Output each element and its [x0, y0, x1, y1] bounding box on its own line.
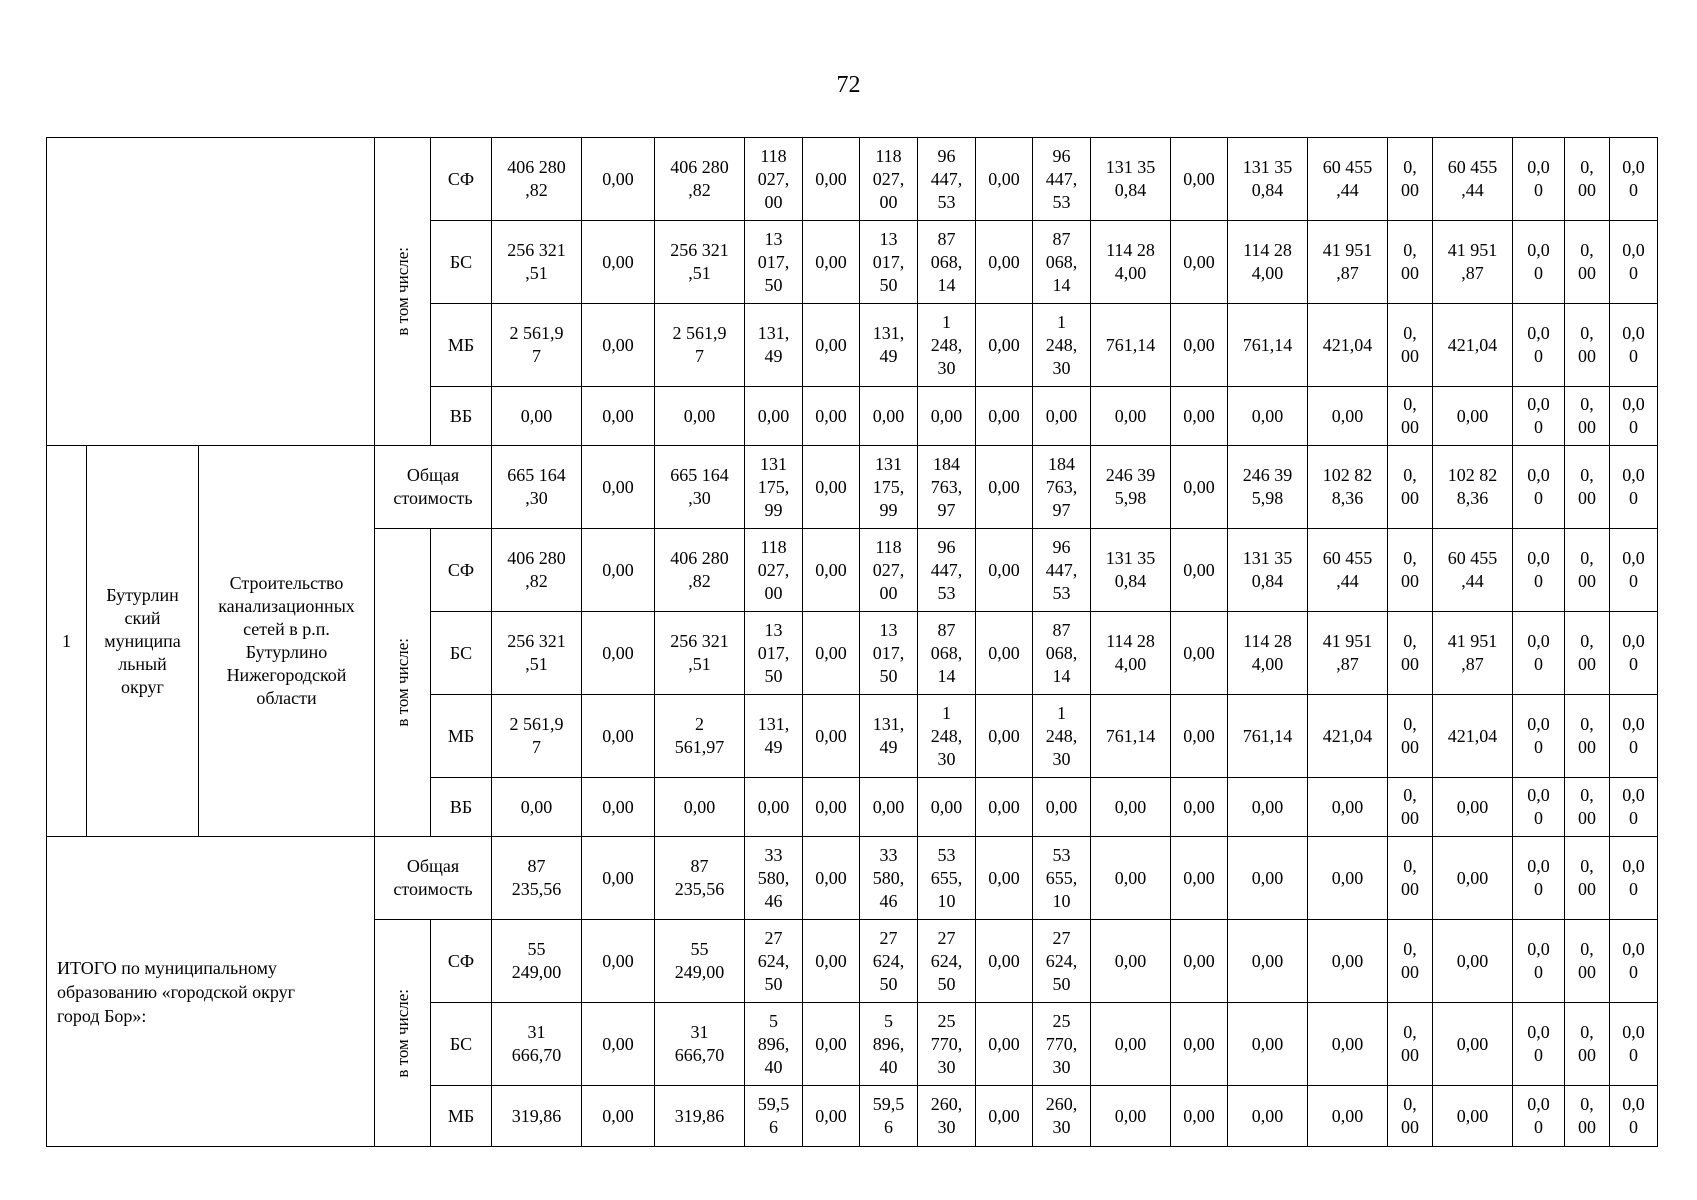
value-cell: 0,0 0 [1610, 695, 1658, 778]
value-cell: 0,00 [492, 387, 582, 446]
value-cell: 0,00 [803, 446, 860, 529]
value-cell: 96 447, 53 [918, 529, 976, 612]
value-cell: 0, 00 [1388, 778, 1433, 837]
value-cell: 256 321 ,51 [655, 612, 745, 695]
value-cell: 27 624, 50 [860, 920, 918, 1003]
value-cell: 0, 00 [1388, 920, 1433, 1003]
value-cell: 0,00 [1091, 778, 1171, 837]
funding-table [46, 137, 1658, 1147]
row-number: 1 [47, 446, 87, 837]
value-cell: 0,00 [1433, 1003, 1513, 1086]
value-cell: 0,00 [1091, 387, 1171, 446]
value-cell: 260, 30 [918, 1086, 976, 1147]
value-cell: 0,00 [1433, 387, 1513, 446]
value-cell: 0,00 [803, 1003, 860, 1086]
in-total-label [375, 920, 431, 1147]
value-cell: 421,04 [1308, 304, 1388, 387]
value-cell: 0,00 [582, 304, 655, 387]
value-cell: 55 249,00 [655, 920, 745, 1003]
value-cell: 0,0 0 [1513, 837, 1565, 920]
value-cell: 131 175, 99 [745, 446, 803, 529]
value-cell: 131, 49 [860, 695, 918, 778]
value-cell: 406 280 ,82 [492, 529, 582, 612]
value-cell: 59,5 6 [745, 1086, 803, 1147]
value-cell: 0,00 [976, 1003, 1033, 1086]
value-cell: 87 235,56 [655, 837, 745, 920]
table-body [47, 138, 1658, 1147]
fund-cell: СФ [431, 138, 492, 221]
value-cell: 0,0 0 [1513, 529, 1565, 612]
value-cell: 665 164 ,30 [492, 446, 582, 529]
value-cell: 0,00 [492, 778, 582, 837]
value-cell: 184 763, 97 [918, 446, 976, 529]
value-cell: 0,00 [1171, 1086, 1228, 1147]
value-cell: 1 248, 30 [918, 695, 976, 778]
total-title-cell: ИТОГО по муниципальному образованию «городской округ город Бор»: [47, 837, 375, 1147]
value-cell: 41 951 ,87 [1308, 612, 1388, 695]
value-cell: 118 027, 00 [860, 138, 918, 221]
value-cell: 0,00 [582, 1086, 655, 1147]
fund-cell: БС [431, 221, 492, 304]
value-cell: 0, 00 [1565, 221, 1610, 304]
value-cell: 0,00 [976, 612, 1033, 695]
value-cell: 0,0 0 [1610, 837, 1658, 920]
fund-cell: ВБ [431, 387, 492, 446]
value-cell: 0,00 [976, 695, 1033, 778]
value-cell: 96 447, 53 [1033, 529, 1091, 612]
value-cell: 761,14 [1091, 304, 1171, 387]
value-cell: 0,00 [582, 138, 655, 221]
value-cell: 131 35 0,84 [1091, 138, 1171, 221]
value-cell: 0,00 [1091, 920, 1171, 1003]
fund-cell: МБ [431, 695, 492, 778]
value-cell: 102 82 8,36 [1433, 446, 1513, 529]
vertical-label: в том числе: [393, 988, 412, 1078]
value-cell: 0,00 [976, 138, 1033, 221]
fund-cell: БС [431, 612, 492, 695]
value-cell: 0,00 [1228, 1086, 1308, 1147]
value-cell: 0,00 [976, 221, 1033, 304]
fund-cell: СФ [431, 529, 492, 612]
value-cell: 0, 00 [1388, 1086, 1433, 1147]
value-cell: 53 655, 10 [918, 837, 976, 920]
value-cell: 0, 00 [1388, 837, 1433, 920]
value-cell: 0,00 [655, 387, 745, 446]
table-row [47, 446, 1658, 529]
value-cell: 0,00 [1171, 1003, 1228, 1086]
value-cell: 0,0 0 [1513, 387, 1565, 446]
value-cell: 87 235,56 [492, 837, 582, 920]
value-cell: 31 666,70 [655, 1003, 745, 1086]
value-cell: 0, 00 [1565, 1003, 1610, 1086]
value-cell: 33 580, 46 [745, 837, 803, 920]
value-cell: 60 455 ,44 [1308, 138, 1388, 221]
value-cell: 87 068, 14 [1033, 612, 1091, 695]
value-cell: 60 455 ,44 [1433, 138, 1513, 221]
value-cell: 0,00 [1091, 1003, 1171, 1086]
value-cell: 0,00 [1091, 1086, 1171, 1147]
value-cell: 319,86 [655, 1086, 745, 1147]
value-cell: 0,0 0 [1610, 138, 1658, 221]
value-cell: 0,00 [582, 1003, 655, 1086]
value-cell: 96 447, 53 [918, 138, 976, 221]
value-cell: 0,00 [582, 837, 655, 920]
value-cell: 0,00 [803, 304, 860, 387]
value-cell: 0, 00 [1565, 446, 1610, 529]
value-cell: 5 896, 40 [745, 1003, 803, 1086]
value-cell: 27 624, 50 [745, 920, 803, 1003]
value-cell: 0,00 [1171, 695, 1228, 778]
value-cell: 761,14 [1228, 304, 1308, 387]
value-cell: 0,00 [803, 612, 860, 695]
value-cell: 0,00 [976, 1086, 1033, 1147]
value-cell: 0,00 [582, 778, 655, 837]
value-cell: 59,5 6 [860, 1086, 918, 1147]
value-cell: 0, 00 [1565, 612, 1610, 695]
value-cell: 260, 30 [1033, 1086, 1091, 1147]
value-cell: 53 655, 10 [1033, 837, 1091, 920]
value-cell: 0,00 [1308, 1003, 1388, 1086]
value-cell: 0,0 0 [1513, 778, 1565, 837]
value-cell: 131 175, 99 [860, 446, 918, 529]
value-cell: 33 580, 46 [860, 837, 918, 920]
value-cell: 421,04 [1433, 304, 1513, 387]
value-cell: 0,00 [1171, 920, 1228, 1003]
value-cell: 2 561,9 7 [655, 304, 745, 387]
table-row [47, 837, 1658, 920]
vertical-label: в том числе: [393, 638, 412, 727]
value-cell: 0,00 [976, 529, 1033, 612]
fund-cell: ВБ [431, 778, 492, 837]
value-cell: 0,0 0 [1513, 304, 1565, 387]
value-cell: 0, 00 [1565, 920, 1610, 1003]
value-cell: 0,00 [1171, 138, 1228, 221]
value-cell: 1 248, 30 [1033, 695, 1091, 778]
value-cell: 131 35 0,84 [1228, 138, 1308, 221]
value-cell: 13 017, 50 [860, 221, 918, 304]
value-cell: 0,0 0 [1513, 1003, 1565, 1086]
value-cell: 0, 00 [1565, 529, 1610, 612]
value-cell: 0,00 [1171, 612, 1228, 695]
value-cell: 0, 00 [1565, 1086, 1610, 1147]
value-cell: 0, 00 [1388, 138, 1433, 221]
value-cell: 0,00 [1433, 837, 1513, 920]
value-cell: 0, 00 [1388, 529, 1433, 612]
value-cell: 0, 00 [1388, 446, 1433, 529]
fund-cell: МБ [431, 1086, 492, 1147]
value-cell: 0,00 [976, 837, 1033, 920]
value-cell: 0,00 [1433, 920, 1513, 1003]
value-cell: 0,0 0 [1610, 1086, 1658, 1147]
value-cell: 2 561,9 7 [492, 304, 582, 387]
value-cell: 0, 00 [1388, 304, 1433, 387]
object-cell: Строительство канализационных сетей в р.п. Бутурлино Нижегородской области [199, 446, 375, 837]
page-number: 72 [836, 72, 861, 98]
value-cell: 0, 00 [1565, 304, 1610, 387]
value-cell: 0,0 0 [1610, 778, 1658, 837]
value-cell: 0, 00 [1388, 1003, 1433, 1086]
value-cell: 421,04 [1433, 695, 1513, 778]
value-cell: 114 28 4,00 [1228, 221, 1308, 304]
value-cell: 41 951 ,87 [1308, 221, 1388, 304]
value-cell: 0,00 [803, 529, 860, 612]
value-cell: 0,00 [976, 446, 1033, 529]
value-cell: 406 280 ,82 [655, 138, 745, 221]
value-cell: 27 624, 50 [918, 920, 976, 1003]
value-cell: 131 35 0,84 [1228, 529, 1308, 612]
value-cell: 256 321 ,51 [492, 612, 582, 695]
value-cell: 0,00 [1228, 778, 1308, 837]
value-cell: 0,0 0 [1513, 138, 1565, 221]
value-cell: 25 770, 30 [1033, 1003, 1091, 1086]
value-cell: 0, 00 [1565, 778, 1610, 837]
value-cell: 0,0 0 [1610, 387, 1658, 446]
table-row [47, 138, 1658, 221]
value-cell: 0,00 [745, 778, 803, 837]
value-cell: 0, 00 [1388, 695, 1433, 778]
value-cell: 102 82 8,36 [1308, 446, 1388, 529]
value-cell: 2 561,9 7 [492, 695, 582, 778]
value-cell: 0,00 [803, 221, 860, 304]
value-cell: 256 321 ,51 [655, 221, 745, 304]
value-cell: 0, 00 [1388, 387, 1433, 446]
value-cell: 0, 00 [1565, 387, 1610, 446]
value-cell: 131, 49 [745, 695, 803, 778]
total-cost-label: Общая стоимость [375, 446, 492, 529]
value-cell: 0,0 0 [1610, 1003, 1658, 1086]
value-cell: 0,0 0 [1513, 920, 1565, 1003]
value-cell: 87 068, 14 [1033, 221, 1091, 304]
value-cell: 0,0 0 [1610, 221, 1658, 304]
value-cell: 13 017, 50 [860, 612, 918, 695]
value-cell: 0, 00 [1565, 695, 1610, 778]
value-cell: 421,04 [1308, 695, 1388, 778]
value-cell: 0,00 [1171, 387, 1228, 446]
value-cell: 0,00 [1171, 778, 1228, 837]
value-cell: 5 896, 40 [860, 1003, 918, 1086]
value-cell: 0,00 [918, 778, 976, 837]
value-cell: 0,00 [976, 387, 1033, 446]
value-cell: 0,00 [582, 221, 655, 304]
value-cell: 131, 49 [745, 304, 803, 387]
total-cost-label: Общая стоимость [375, 837, 492, 920]
value-cell: 0,00 [1171, 446, 1228, 529]
value-cell: 118 027, 00 [745, 529, 803, 612]
in-total-label [375, 529, 431, 837]
value-cell: 761,14 [1091, 695, 1171, 778]
value-cell: 0,00 [582, 920, 655, 1003]
value-cell: 0,00 [860, 778, 918, 837]
value-cell: 0,00 [582, 387, 655, 446]
value-cell: 0,00 [655, 778, 745, 837]
value-cell: 0,00 [1308, 837, 1388, 920]
value-cell: 41 951 ,87 [1433, 612, 1513, 695]
value-cell: 0,00 [1171, 837, 1228, 920]
value-cell: 0,00 [745, 387, 803, 446]
value-cell: 114 28 4,00 [1228, 612, 1308, 695]
value-cell: 0,00 [976, 920, 1033, 1003]
value-cell: 118 027, 00 [745, 138, 803, 221]
value-cell: 0,0 0 [1610, 612, 1658, 695]
value-cell: 0,00 [1308, 387, 1388, 446]
value-cell: 761,14 [1228, 695, 1308, 778]
value-cell: 0,00 [803, 138, 860, 221]
value-cell: 319,86 [492, 1086, 582, 1147]
value-cell: 0,00 [803, 695, 860, 778]
fund-cell: БС [431, 1003, 492, 1086]
value-cell: 0,00 [860, 387, 918, 446]
value-cell: 0,00 [1308, 1086, 1388, 1147]
value-cell: 118 027, 00 [860, 529, 918, 612]
in-total-label [375, 138, 431, 446]
value-cell: 0, 00 [1565, 837, 1610, 920]
value-cell: 0,00 [1228, 387, 1308, 446]
value-cell: 0,00 [976, 304, 1033, 387]
value-cell: 0,0 0 [1610, 304, 1658, 387]
value-cell: 0, 00 [1565, 138, 1610, 221]
value-cell: 2 561,97 [655, 695, 745, 778]
value-cell: 1 248, 30 [918, 304, 976, 387]
value-cell: 41 951 ,87 [1433, 221, 1513, 304]
value-cell: 55 249,00 [492, 920, 582, 1003]
value-cell: 13 017, 50 [745, 221, 803, 304]
value-cell: 0,0 0 [1513, 695, 1565, 778]
value-cell: 246 39 5,98 [1091, 446, 1171, 529]
value-cell: 0,00 [803, 920, 860, 1003]
value-cell: 0,00 [976, 778, 1033, 837]
value-cell: 114 28 4,00 [1091, 221, 1171, 304]
value-cell: 0,00 [803, 837, 860, 920]
value-cell: 0,00 [1033, 387, 1091, 446]
value-cell: 25 770, 30 [918, 1003, 976, 1086]
municipality-cell: Бутурлин ский муниципа льный округ [87, 446, 199, 837]
value-cell: 0, 00 [1388, 221, 1433, 304]
value-cell: 0,00 [1228, 1003, 1308, 1086]
value-cell: 0,00 [1033, 778, 1091, 837]
empty-header-cell [47, 138, 375, 446]
value-cell: 406 280 ,82 [492, 138, 582, 221]
value-cell: 131 35 0,84 [1091, 529, 1171, 612]
value-cell: 0,00 [1171, 221, 1228, 304]
fund-cell: МБ [431, 304, 492, 387]
value-cell: 0,0 0 [1610, 529, 1658, 612]
value-cell: 0,00 [1171, 529, 1228, 612]
value-cell: 0,00 [582, 612, 655, 695]
value-cell: 0,00 [803, 778, 860, 837]
value-cell: 13 017, 50 [745, 612, 803, 695]
vertical-label: в том числе: [393, 247, 412, 336]
value-cell: 87 068, 14 [918, 612, 976, 695]
value-cell: 0, 00 [1388, 612, 1433, 695]
value-cell: 0,00 [1308, 920, 1388, 1003]
value-cell: 0,00 [803, 1086, 860, 1147]
value-cell: 0,00 [582, 695, 655, 778]
value-cell: 1 248, 30 [1033, 304, 1091, 387]
value-cell: 0,00 [1228, 837, 1308, 920]
value-cell: 256 321 ,51 [492, 221, 582, 304]
value-cell: 131, 49 [860, 304, 918, 387]
value-cell: 0,00 [1091, 837, 1171, 920]
value-cell: 114 28 4,00 [1091, 612, 1171, 695]
value-cell: 87 068, 14 [918, 221, 976, 304]
value-cell: 0,0 0 [1513, 221, 1565, 304]
value-cell: 246 39 5,98 [1228, 446, 1308, 529]
value-cell: 0,00 [1308, 778, 1388, 837]
value-cell: 0,00 [1433, 1086, 1513, 1147]
value-cell: 0,0 0 [1513, 446, 1565, 529]
value-cell: 0,00 [918, 387, 976, 446]
value-cell: 665 164 ,30 [655, 446, 745, 529]
value-cell: 0,00 [582, 446, 655, 529]
value-cell: 0,00 [582, 529, 655, 612]
value-cell: 406 280 ,82 [655, 529, 745, 612]
value-cell: 60 455 ,44 [1433, 529, 1513, 612]
value-cell: 0,00 [1171, 304, 1228, 387]
value-cell: 0,0 0 [1513, 612, 1565, 695]
value-cell: 0,00 [1228, 920, 1308, 1003]
value-cell: 27 624, 50 [1033, 920, 1091, 1003]
value-cell: 96 447, 53 [1033, 138, 1091, 221]
fund-cell: СФ [431, 920, 492, 1003]
value-cell: 0,0 0 [1513, 1086, 1565, 1147]
value-cell: 0,0 0 [1610, 446, 1658, 529]
value-cell: 31 666,70 [492, 1003, 582, 1086]
value-cell: 0,00 [803, 387, 860, 446]
value-cell: 0,0 0 [1610, 920, 1658, 1003]
value-cell: 184 763, 97 [1033, 446, 1091, 529]
value-cell: 60 455 ,44 [1308, 529, 1388, 612]
value-cell: 0,00 [1433, 778, 1513, 837]
